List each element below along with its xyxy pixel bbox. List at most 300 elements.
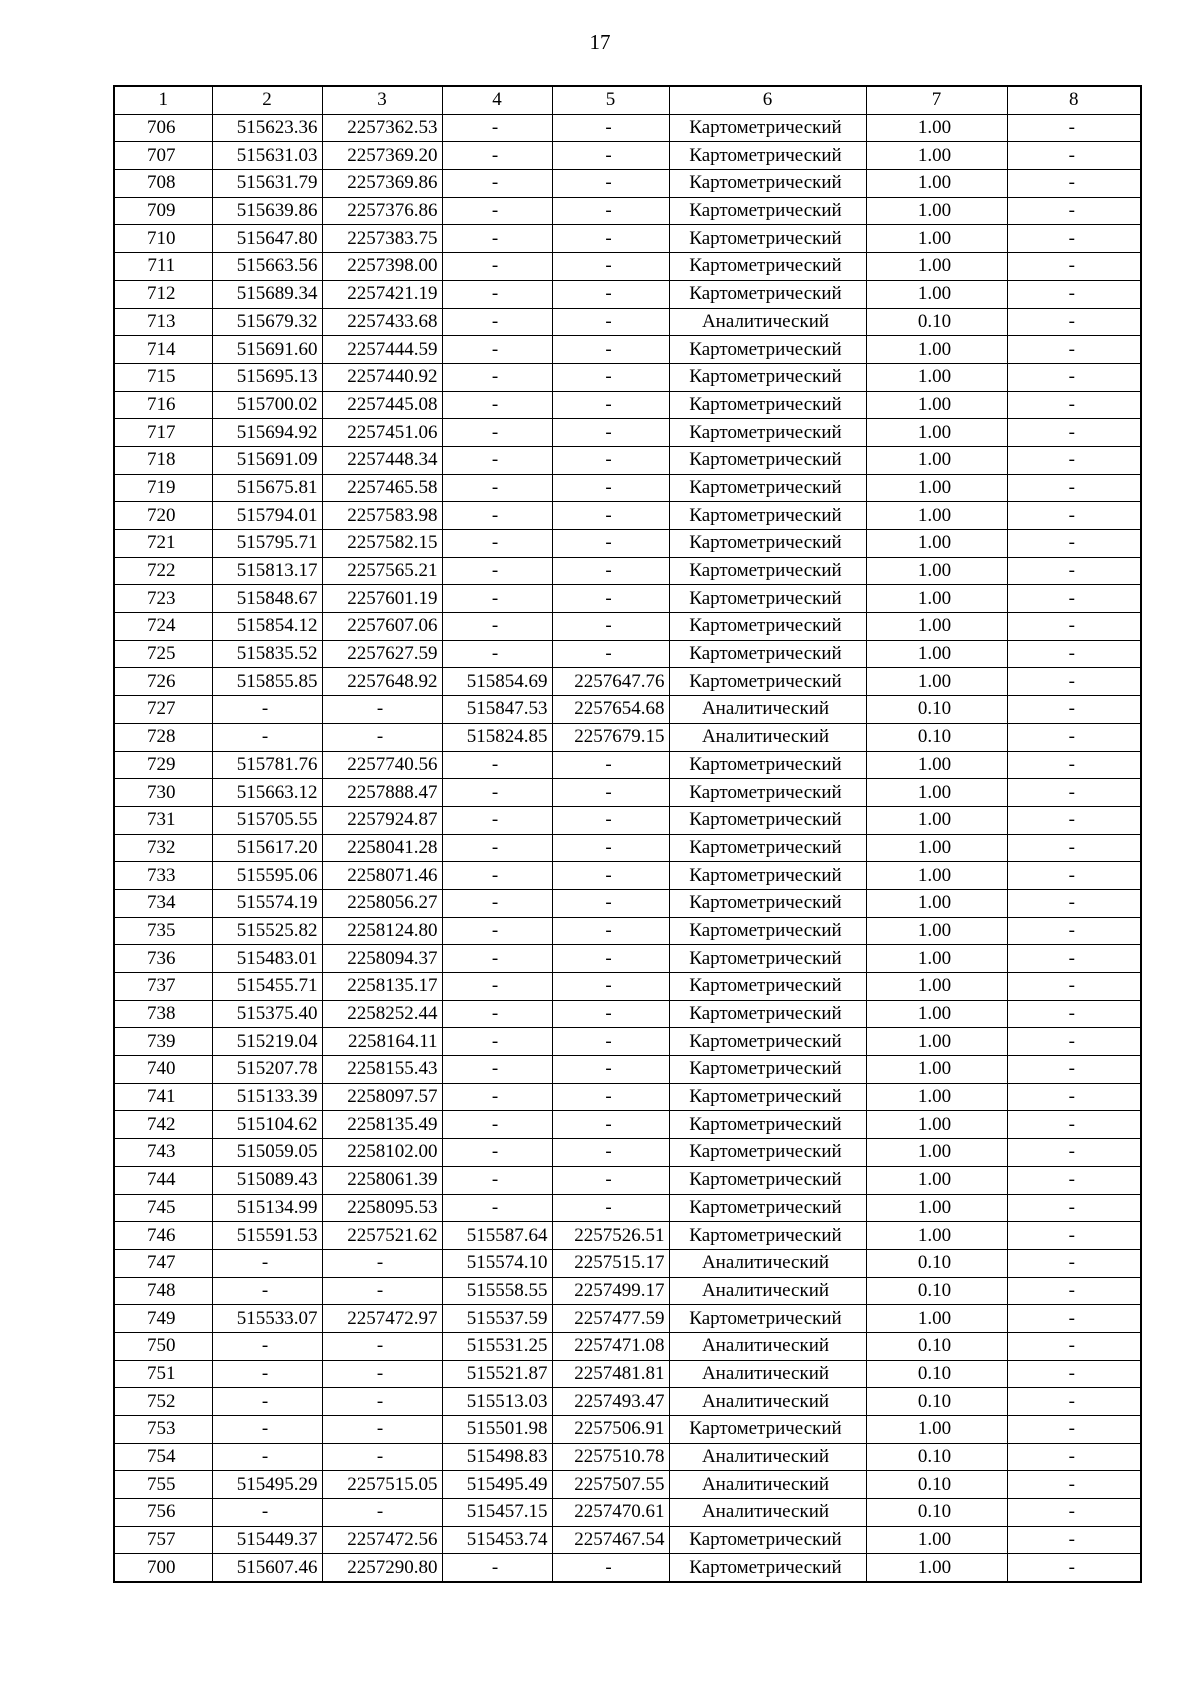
cell-point-number: 727 — [114, 696, 212, 724]
cell-method: Аналитический — [669, 1499, 866, 1527]
cell-x-coordinate: 515675.81 — [212, 474, 322, 502]
cell-accuracy: 1.00 — [866, 363, 1007, 391]
cell-note: - — [1007, 1554, 1141, 1582]
cell-x-coordinate-2: - — [442, 419, 552, 447]
cell-method: Картометрический — [669, 1139, 866, 1167]
cell-x-coordinate: 515591.53 — [212, 1222, 322, 1250]
table-row — [114, 1111, 1141, 1139]
cell-method: Картометрический — [669, 170, 866, 198]
cell-accuracy: 0.10 — [866, 1277, 1007, 1305]
table-row — [114, 1388, 1141, 1416]
table-row — [114, 391, 1141, 419]
cell-point-number: 700 — [114, 1554, 212, 1582]
cell-y-coordinate: 2258097.57 — [322, 1083, 442, 1111]
cell-y-coordinate: 2257465.58 — [322, 474, 442, 502]
cell-note: - — [1007, 419, 1141, 447]
cell-method: Аналитический — [669, 1471, 866, 1499]
cell-x-coordinate-2: - — [442, 253, 552, 281]
cell-y-coordinate-2: 2257467.54 — [552, 1526, 669, 1554]
cell-note: - — [1007, 1443, 1141, 1471]
cell-method: Картометрический — [669, 336, 866, 364]
cell-y-coordinate: - — [322, 1249, 442, 1277]
cell-y-coordinate-2: - — [552, 170, 669, 198]
cell-y-coordinate: 2257627.59 — [322, 640, 442, 668]
cell-y-coordinate-2: 2257510.78 — [552, 1443, 669, 1471]
cell-method: Картометрический — [669, 1194, 866, 1222]
cell-point-number: 724 — [114, 613, 212, 641]
cell-point-number: 734 — [114, 889, 212, 917]
cell-y-coordinate-2: - — [552, 613, 669, 641]
cell-x-coordinate-2: - — [442, 197, 552, 225]
cell-x-coordinate-2: - — [442, 1000, 552, 1028]
cell-method: Аналитический — [669, 1332, 866, 1360]
cell-point-number: 707 — [114, 142, 212, 170]
cell-y-coordinate: 2258124.80 — [322, 917, 442, 945]
cell-note: - — [1007, 391, 1141, 419]
table-row — [114, 1499, 1141, 1527]
table-row — [114, 1194, 1141, 1222]
cell-note: - — [1007, 723, 1141, 751]
cell-x-coordinate-2: - — [442, 806, 552, 834]
table-row — [114, 1166, 1141, 1194]
cell-accuracy: 0.10 — [866, 1388, 1007, 1416]
cell-method: Картометрический — [669, 1111, 866, 1139]
cell-x-coordinate: 515134.99 — [212, 1194, 322, 1222]
cell-method: Картометрический — [669, 225, 866, 253]
cell-point-number: 748 — [114, 1277, 212, 1305]
cell-note: - — [1007, 640, 1141, 668]
cell-y-coordinate: 2258094.37 — [322, 945, 442, 973]
cell-x-coordinate: 515104.62 — [212, 1111, 322, 1139]
cell-x-coordinate-2: 515498.83 — [442, 1443, 552, 1471]
cell-y-coordinate: 2257451.06 — [322, 419, 442, 447]
cell-point-number: 732 — [114, 834, 212, 862]
cell-method: Картометрический — [669, 834, 866, 862]
cell-accuracy: 1.00 — [866, 613, 1007, 641]
table-row — [114, 253, 1141, 281]
cell-note: - — [1007, 945, 1141, 973]
cell-x-coordinate: - — [212, 1499, 322, 1527]
cell-point-number: 747 — [114, 1249, 212, 1277]
table-body — [114, 114, 1141, 1582]
cell-x-coordinate: 515689.34 — [212, 280, 322, 308]
cell-method: Картометрический — [669, 917, 866, 945]
cell-method: Картометрический — [669, 1222, 866, 1250]
cell-accuracy: 0.10 — [866, 723, 1007, 751]
cell-x-coordinate: 515705.55 — [212, 806, 322, 834]
cell-x-coordinate: 515813.17 — [212, 557, 322, 585]
cell-x-coordinate: 515495.29 — [212, 1471, 322, 1499]
cell-y-coordinate: - — [322, 723, 442, 751]
cell-accuracy: 1.00 — [866, 474, 1007, 502]
cell-y-coordinate: 2257607.06 — [322, 613, 442, 641]
cell-accuracy: 1.00 — [866, 1526, 1007, 1554]
cell-x-coordinate: 515133.39 — [212, 1083, 322, 1111]
cell-x-coordinate-2: 515453.74 — [442, 1526, 552, 1554]
cell-accuracy: 1.00 — [866, 225, 1007, 253]
cell-x-coordinate-2: 515501.98 — [442, 1416, 552, 1444]
cell-y-coordinate-2: - — [552, 1056, 669, 1084]
cell-point-number: 750 — [114, 1332, 212, 1360]
cell-x-coordinate: 515663.56 — [212, 253, 322, 281]
cell-x-coordinate: 515574.19 — [212, 889, 322, 917]
table-row — [114, 834, 1141, 862]
cell-y-coordinate: 2257433.68 — [322, 308, 442, 336]
cell-method: Картометрический — [669, 502, 866, 530]
cell-x-coordinate: 515455.71 — [212, 973, 322, 1001]
cell-accuracy: 1.00 — [866, 142, 1007, 170]
cell-y-coordinate-2: 2257515.17 — [552, 1249, 669, 1277]
cell-y-coordinate: 2257924.87 — [322, 806, 442, 834]
cell-accuracy: 1.00 — [866, 751, 1007, 779]
cell-method: Аналитический — [669, 1277, 866, 1305]
cell-method: Картометрический — [669, 1526, 866, 1554]
cell-x-coordinate-2: 515587.64 — [442, 1222, 552, 1250]
cell-accuracy: 0.10 — [866, 696, 1007, 724]
cell-method: Картометрический — [669, 779, 866, 807]
table-row — [114, 557, 1141, 585]
cell-note: - — [1007, 779, 1141, 807]
table-row — [114, 474, 1141, 502]
cell-accuracy: 1.00 — [866, 557, 1007, 585]
cell-point-number: 742 — [114, 1111, 212, 1139]
cell-accuracy: 1.00 — [866, 280, 1007, 308]
cell-y-coordinate-2: 2257470.61 — [552, 1499, 669, 1527]
cell-method: Картометрический — [669, 640, 866, 668]
cell-note: - — [1007, 1222, 1141, 1250]
cell-point-number: 712 — [114, 280, 212, 308]
cell-y-coordinate: 2257362.53 — [322, 114, 442, 142]
cell-y-coordinate-2: - — [552, 889, 669, 917]
cell-y-coordinate-2: - — [552, 114, 669, 142]
cell-x-coordinate: 515639.86 — [212, 197, 322, 225]
cell-y-coordinate-2: - — [552, 1028, 669, 1056]
cell-method: Аналитический — [669, 308, 866, 336]
cell-accuracy: 1.00 — [866, 502, 1007, 530]
table-row — [114, 502, 1141, 530]
cell-note: - — [1007, 1471, 1141, 1499]
cell-accuracy: 1.00 — [866, 1111, 1007, 1139]
cell-method: Картометрический — [669, 668, 866, 696]
cell-accuracy: 1.00 — [866, 391, 1007, 419]
cell-note: - — [1007, 446, 1141, 474]
cell-y-coordinate: - — [322, 1443, 442, 1471]
cell-accuracy: 1.00 — [866, 1166, 1007, 1194]
cell-point-number: 752 — [114, 1388, 212, 1416]
cell-point-number: 720 — [114, 502, 212, 530]
table-row — [114, 862, 1141, 890]
cell-method: Аналитический — [669, 1388, 866, 1416]
cell-point-number: 735 — [114, 917, 212, 945]
cell-x-coordinate-2: 515521.87 — [442, 1360, 552, 1388]
cell-note: - — [1007, 363, 1141, 391]
cell-method: Картометрический — [669, 197, 866, 225]
cell-point-number: 731 — [114, 806, 212, 834]
cell-note: - — [1007, 1332, 1141, 1360]
cell-y-coordinate: 2257888.47 — [322, 779, 442, 807]
table-row — [114, 308, 1141, 336]
cell-accuracy: 1.00 — [866, 1222, 1007, 1250]
table-row — [114, 585, 1141, 613]
column-header: 7 — [866, 86, 1007, 114]
cell-note: - — [1007, 973, 1141, 1001]
cell-x-coordinate-2: 515574.10 — [442, 1249, 552, 1277]
cell-y-coordinate-2: - — [552, 419, 669, 447]
cell-y-coordinate: 2258164.11 — [322, 1028, 442, 1056]
table-row — [114, 225, 1141, 253]
cell-note: - — [1007, 834, 1141, 862]
cell-method: Картометрический — [669, 585, 866, 613]
cell-accuracy: 1.00 — [866, 1083, 1007, 1111]
cell-point-number: 729 — [114, 751, 212, 779]
cell-x-coordinate: 515848.67 — [212, 585, 322, 613]
cell-x-coordinate: 515679.32 — [212, 308, 322, 336]
cell-point-number: 715 — [114, 363, 212, 391]
cell-y-coordinate-2: - — [552, 1000, 669, 1028]
cell-point-number: 718 — [114, 446, 212, 474]
cell-y-coordinate: 2257515.05 — [322, 1471, 442, 1499]
cell-x-coordinate-2: 515847.53 — [442, 696, 552, 724]
cell-y-coordinate-2: 2257647.76 — [552, 668, 669, 696]
cell-y-coordinate-2: 2257493.47 — [552, 1388, 669, 1416]
table-row — [114, 1028, 1141, 1056]
cell-note: - — [1007, 336, 1141, 364]
cell-accuracy: 0.10 — [866, 1499, 1007, 1527]
cell-y-coordinate: 2257445.08 — [322, 391, 442, 419]
cell-x-coordinate-2: 515854.69 — [442, 668, 552, 696]
cell-note: - — [1007, 1526, 1141, 1554]
cell-point-number: 755 — [114, 1471, 212, 1499]
cell-note: - — [1007, 1194, 1141, 1222]
cell-y-coordinate: 2258135.49 — [322, 1111, 442, 1139]
cell-x-coordinate-2: 515531.25 — [442, 1332, 552, 1360]
cell-note: - — [1007, 751, 1141, 779]
cell-x-coordinate-2: 515457.15 — [442, 1499, 552, 1527]
cell-point-number: 749 — [114, 1305, 212, 1333]
cell-point-number: 757 — [114, 1526, 212, 1554]
cell-method: Картометрический — [669, 973, 866, 1001]
cell-point-number: 719 — [114, 474, 212, 502]
cell-y-coordinate: 2257440.92 — [322, 363, 442, 391]
cell-x-coordinate-2: - — [442, 1166, 552, 1194]
cell-point-number: 706 — [114, 114, 212, 142]
cell-point-number: 733 — [114, 862, 212, 890]
cell-y-coordinate-2: - — [552, 862, 669, 890]
cell-y-coordinate-2: - — [552, 1194, 669, 1222]
cell-note: - — [1007, 1166, 1141, 1194]
cell-y-coordinate-2: 2257506.91 — [552, 1416, 669, 1444]
cell-x-coordinate-2: - — [442, 474, 552, 502]
column-header: 6 — [669, 86, 866, 114]
cell-x-coordinate-2: - — [442, 917, 552, 945]
cell-x-coordinate-2: 515513.03 — [442, 1388, 552, 1416]
cell-x-coordinate-2: - — [442, 530, 552, 558]
cell-x-coordinate: 515375.40 — [212, 1000, 322, 1028]
cell-x-coordinate: 515207.78 — [212, 1056, 322, 1084]
cell-x-coordinate: 515795.71 — [212, 530, 322, 558]
cell-point-number: 710 — [114, 225, 212, 253]
cell-method: Картометрический — [669, 1056, 866, 1084]
column-header: 8 — [1007, 86, 1141, 114]
cell-method: Картометрический — [669, 419, 866, 447]
cell-x-coordinate: - — [212, 1388, 322, 1416]
cell-accuracy: 1.00 — [866, 806, 1007, 834]
cell-y-coordinate: - — [322, 1388, 442, 1416]
cell-x-coordinate-2: - — [442, 114, 552, 142]
table-row — [114, 1000, 1141, 1028]
cell-accuracy: 1.00 — [866, 779, 1007, 807]
cell-y-coordinate: 2257582.15 — [322, 530, 442, 558]
cell-point-number: 736 — [114, 945, 212, 973]
cell-y-coordinate-2: - — [552, 308, 669, 336]
cell-y-coordinate-2: 2257507.55 — [552, 1471, 669, 1499]
table-row — [114, 613, 1141, 641]
cell-method: Картометрический — [669, 474, 866, 502]
table-row — [114, 751, 1141, 779]
cell-x-coordinate-2: - — [442, 280, 552, 308]
cell-note: - — [1007, 197, 1141, 225]
cell-x-coordinate: 515595.06 — [212, 862, 322, 890]
cell-point-number: 740 — [114, 1056, 212, 1084]
cell-note: - — [1007, 474, 1141, 502]
cell-x-coordinate: 515855.85 — [212, 668, 322, 696]
cell-y-coordinate: 2258252.44 — [322, 1000, 442, 1028]
cell-point-number: 743 — [114, 1139, 212, 1167]
table-row — [114, 779, 1141, 807]
cell-x-coordinate-2: 515824.85 — [442, 723, 552, 751]
cell-note: - — [1007, 280, 1141, 308]
cell-method: Картометрический — [669, 1000, 866, 1028]
table-row — [114, 530, 1141, 558]
table-row — [114, 723, 1141, 751]
column-header: 3 — [322, 86, 442, 114]
cell-method: Аналитический — [669, 723, 866, 751]
cell-accuracy: 1.00 — [866, 1305, 1007, 1333]
cell-note: - — [1007, 889, 1141, 917]
table-row — [114, 1222, 1141, 1250]
cell-x-coordinate-2: - — [442, 363, 552, 391]
cell-y-coordinate-2: - — [552, 973, 669, 1001]
cell-y-coordinate-2: - — [552, 1083, 669, 1111]
cell-y-coordinate: 2257369.20 — [322, 142, 442, 170]
cell-accuracy: 1.00 — [866, 1416, 1007, 1444]
cell-y-coordinate: 2258056.27 — [322, 889, 442, 917]
cell-y-coordinate: - — [322, 1416, 442, 1444]
cell-x-coordinate: 515691.09 — [212, 446, 322, 474]
cell-accuracy: 1.00 — [866, 114, 1007, 142]
cell-y-coordinate-2: 2257471.08 — [552, 1332, 669, 1360]
table-row — [114, 446, 1141, 474]
cell-x-coordinate-2: - — [442, 446, 552, 474]
cell-accuracy: 1.00 — [866, 917, 1007, 945]
table-row — [114, 1416, 1141, 1444]
cell-y-coordinate-2: - — [552, 557, 669, 585]
cell-y-coordinate-2: - — [552, 1111, 669, 1139]
cell-x-coordinate: - — [212, 1277, 322, 1305]
cell-method: Картометрический — [669, 446, 866, 474]
cell-note: - — [1007, 1028, 1141, 1056]
cell-y-coordinate: 2258155.43 — [322, 1056, 442, 1084]
column-header: 1 — [114, 86, 212, 114]
cell-method: Картометрический — [669, 806, 866, 834]
cell-point-number: 746 — [114, 1222, 212, 1250]
cell-y-coordinate-2: - — [552, 225, 669, 253]
table-row — [114, 114, 1141, 142]
table-header-row — [114, 86, 1141, 114]
cell-x-coordinate: - — [212, 723, 322, 751]
cell-y-coordinate: 2257398.00 — [322, 253, 442, 281]
cell-point-number: 717 — [114, 419, 212, 447]
cell-note: - — [1007, 806, 1141, 834]
cell-note: - — [1007, 1499, 1141, 1527]
cell-accuracy: 0.10 — [866, 1332, 1007, 1360]
cell-point-number: 756 — [114, 1499, 212, 1527]
cell-point-number: 708 — [114, 170, 212, 198]
cell-y-coordinate-2: - — [552, 530, 669, 558]
cell-x-coordinate: 515854.12 — [212, 613, 322, 641]
table-row — [114, 1305, 1141, 1333]
cell-accuracy: 1.00 — [866, 170, 1007, 198]
cell-note: - — [1007, 1056, 1141, 1084]
cell-y-coordinate-2: - — [552, 1166, 669, 1194]
cell-y-coordinate: 2257740.56 — [322, 751, 442, 779]
cell-method: Картометрический — [669, 1166, 866, 1194]
cell-note: - — [1007, 585, 1141, 613]
cell-method: Картометрический — [669, 557, 866, 585]
cell-x-coordinate-2: - — [442, 1194, 552, 1222]
table-row — [114, 1277, 1141, 1305]
table-row — [114, 197, 1141, 225]
cell-accuracy: 1.00 — [866, 945, 1007, 973]
cell-accuracy: 1.00 — [866, 834, 1007, 862]
cell-x-coordinate: 515631.03 — [212, 142, 322, 170]
cell-point-number: 753 — [114, 1416, 212, 1444]
cell-y-coordinate: - — [322, 1277, 442, 1305]
table-row — [114, 1056, 1141, 1084]
table-row — [114, 363, 1141, 391]
cell-x-coordinate: 515663.12 — [212, 779, 322, 807]
cell-y-coordinate-2: 2257654.68 — [552, 696, 669, 724]
cell-x-coordinate-2: 515537.59 — [442, 1305, 552, 1333]
cell-point-number: 754 — [114, 1443, 212, 1471]
cell-method: Картометрический — [669, 862, 866, 890]
cell-point-number: 723 — [114, 585, 212, 613]
cell-y-coordinate-2: 2257499.17 — [552, 1277, 669, 1305]
cell-x-coordinate: 515647.80 — [212, 225, 322, 253]
cell-x-coordinate-2: - — [442, 889, 552, 917]
cell-note: - — [1007, 1360, 1141, 1388]
cell-x-coordinate-2: - — [442, 142, 552, 170]
cell-x-coordinate-2: - — [442, 225, 552, 253]
cell-accuracy: 1.00 — [866, 446, 1007, 474]
table-row — [114, 170, 1141, 198]
cell-y-coordinate-2: - — [552, 1139, 669, 1167]
cell-x-coordinate: 515631.79 — [212, 170, 322, 198]
cell-method: Картометрический — [669, 391, 866, 419]
cell-point-number: 744 — [114, 1166, 212, 1194]
cell-note: - — [1007, 114, 1141, 142]
cell-x-coordinate: - — [212, 1249, 322, 1277]
cell-y-coordinate-2: - — [552, 1554, 669, 1582]
cell-y-coordinate: 2257376.86 — [322, 197, 442, 225]
cell-x-coordinate-2: - — [442, 1139, 552, 1167]
cell-method: Аналитический — [669, 696, 866, 724]
cell-x-coordinate: 515781.76 — [212, 751, 322, 779]
cell-y-coordinate-2: - — [552, 280, 669, 308]
table-row — [114, 917, 1141, 945]
cell-y-coordinate-2: - — [552, 253, 669, 281]
cell-y-coordinate: - — [322, 1360, 442, 1388]
